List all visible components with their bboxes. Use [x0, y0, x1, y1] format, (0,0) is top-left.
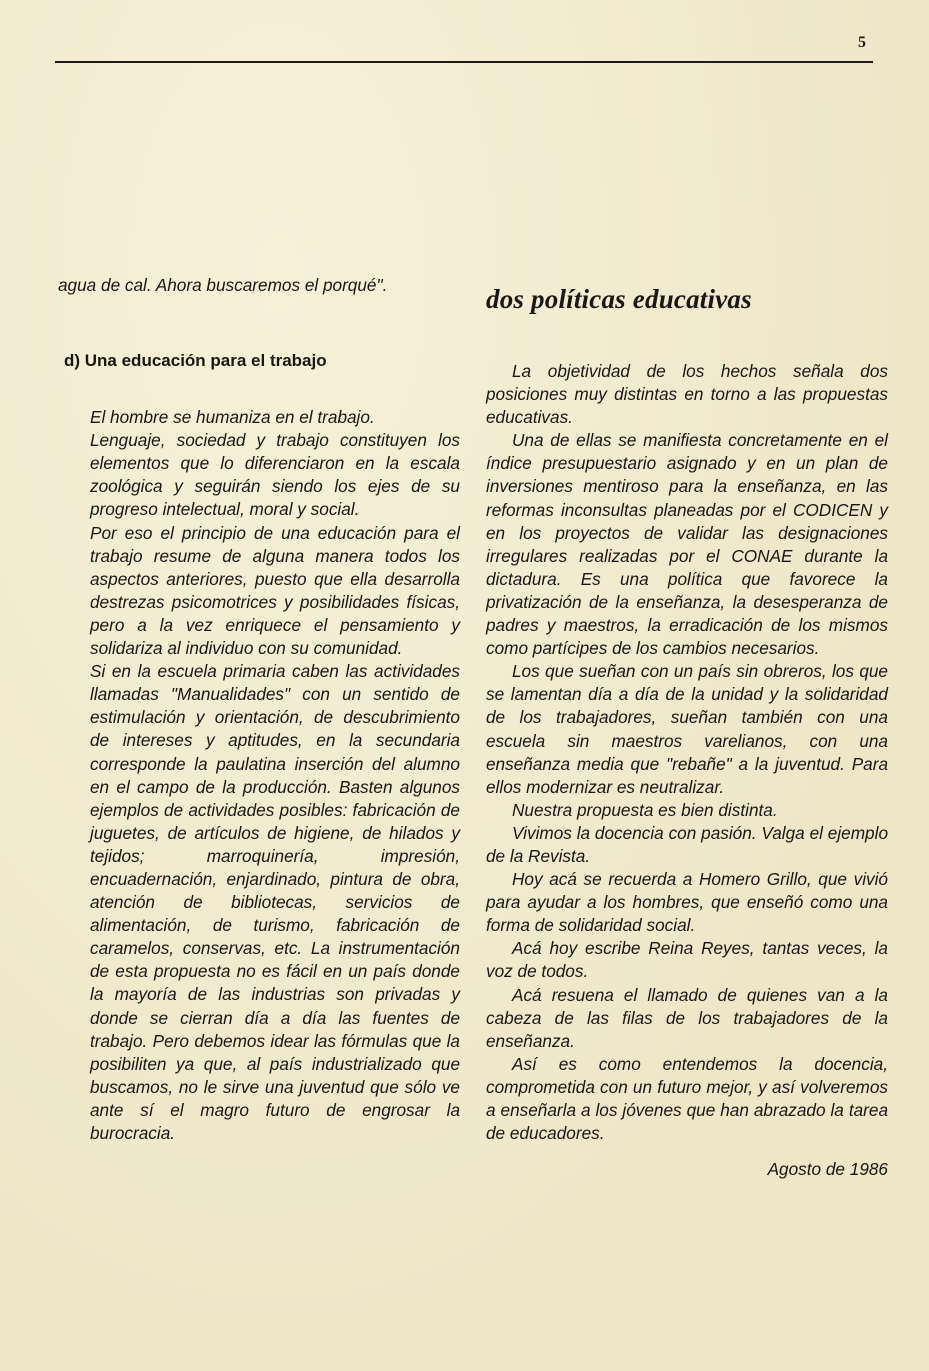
- paragraph: Vivimos la docencia con pasión. Valga el ejemplo de la Revista.: [486, 822, 888, 866]
- paragraph: Si en la escuela primaria caben las actividades llamadas "Manualidades" con un sentido de estimulación y orientación, de descubrimiento de intereses y aptitudes, en la secundaria corresponde la paulatina inserción del alumno en el campo de la producción. Basten algunos ejemplos de actividades posibles: fabricación de juguetes, de artículos de higiene, de hilados y tejidos; marroquinería, impresión, encuadernación, enjardinado, pintura de obra, atención de bibliotecas, servicios de alimentación, de turismo, fabricación de caramelos, conservas, etc. La instrumentación de esta propuesta no es fácil en un país donde la mayoría de las industrias son privadas y donde se cierran día a día las fuentes de trabajo. Pero debemos idear las fórmulas que la posibiliten ya que, al país industrializado que buscamos, no le sirve una juventud que sólo ve ante sí el magro futuro de engrosar la burocracia.: [90, 661, 460, 1143]
- paragraph: Nuestra propuesta es bien distinta.: [512, 799, 778, 820]
- right-body: [486, 360, 888, 1180]
- paragraph: El hombre se humaniza en el trabajo.: [90, 407, 375, 428]
- intro-text: agua de cal. Ahora buscaremos el porqué".: [58, 275, 388, 295]
- page-number: 5: [858, 34, 866, 51]
- right-column: [486, 282, 888, 1180]
- paragraph: Acá resuena el llamado de quienes van a la cabeza de las filas de los trabajadores de la enseñanza.: [486, 984, 888, 1051]
- date-signature: Agosto de 1986: [767, 1159, 888, 1180]
- header-rule: [55, 61, 873, 63]
- paragraph: La objetividad de los hechos señala dos posiciones muy distintas en torno a las propuestas educativas.: [486, 361, 888, 428]
- paragraph: Acá hoy escribe Reina Reyes, tantas veces, la voz de todos.: [486, 938, 888, 982]
- paragraph: Por eso el principio de una educación para el trabajo resume de alguna manera todos los aspectos anteriores, puesto que ella desarrolla destrezas psicomotrices y posibilidades físicas, pero a la vez enriquece el pensamiento y solidariza al individuo con su comunidad.: [90, 522, 460, 659]
- section-subheading: d) Una educación para el trabajo: [64, 351, 327, 371]
- paragraph: Lenguaje, sociedad y trabajo constituyen los elementos que lo diferenciaron en la escala zoológica y seguirán siendo los ejes de su progreso intelectual, moral y social.: [90, 430, 460, 520]
- left-column: [58, 274, 460, 1145]
- section-title: dos políticas educativas: [486, 284, 752, 314]
- paragraph: Los que sueñan con un país sin obreros, los que se lamentan día a día de la unidad y la solidaridad de los trabajadores, sueñan también con una escuela sin maestros varelianos, con una enseñanza media que "rebañe" a la juventud. Para ellos modernizar es neutralizar.: [486, 661, 888, 797]
- paragraph: Así es como entendemos la docencia, comprometida con un futuro mejor, y así volveremos a enseñarla a los jóvenes que han abrazado la tarea de educadores.: [486, 1053, 888, 1144]
- paragraph: Hoy acá se recuerda a Homero Grillo, que vivió para ayudar a los hombres, que enseñó como una forma de solidaridad social.: [486, 869, 888, 936]
- paragraph: Una de ellas se manifiesta concretamente en el índice presupuestario asignado y en un plan de inversiones mentiroso para la enseñanza, en las reformas inconsultas planeadas por el CODICEN y en los proyectos de validar las designaciones irregulares realizadas por el CONAE durante la dictadura. Es una política que favorece la privatización de la enseñanza, la desesperanza de padres y maestros, la erradicación de los mismos como partícipes de los cambios necesarios.: [486, 430, 888, 659]
- left-body: [58, 406, 460, 1145]
